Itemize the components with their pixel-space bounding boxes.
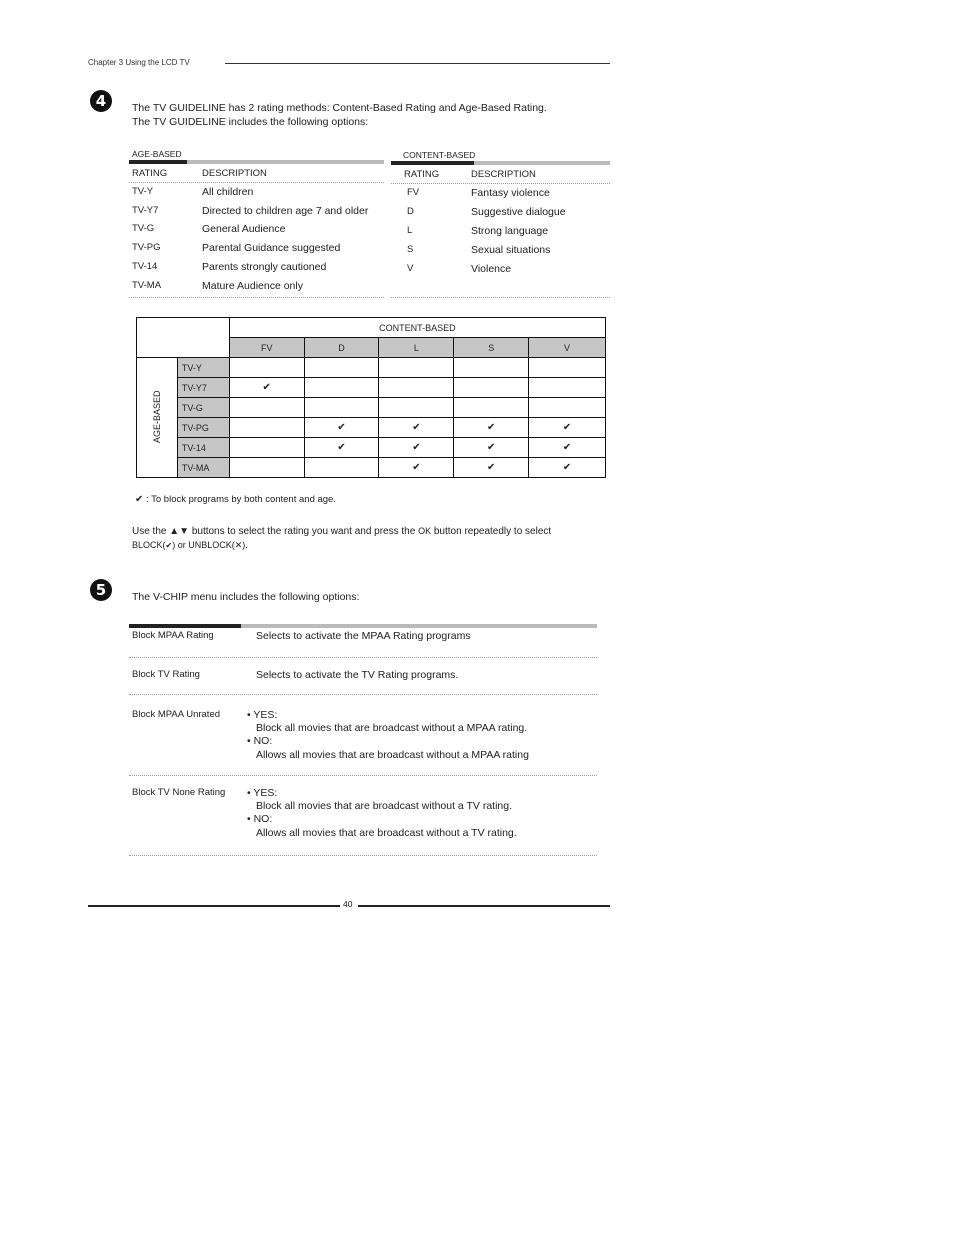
matrix-age-header: AGE-BASED: [151, 389, 162, 443]
matrix-cell: [529, 418, 606, 438]
matrix-cell: [229, 418, 304, 438]
vchip-option-description-line: • NO:: [247, 813, 273, 826]
matrix-column-header: L: [379, 338, 454, 358]
content-col-rating: RATING: [404, 169, 440, 180]
matrix-cell: [454, 458, 529, 478]
instruction-text-a: Use the ▲▼ buttons to select the rating you want and press the: [132, 526, 419, 537]
age-description-cell: Parents strongly cautioned: [202, 260, 327, 273]
age-bottom-divider: [129, 297, 384, 298]
vchip-bar-grey: [241, 624, 597, 628]
footer-rule-left: [88, 905, 340, 907]
matrix-cell: [229, 358, 304, 378]
check-icon: ✔: [262, 382, 271, 393]
vchip-option-description-line: • YES:: [247, 709, 278, 721]
matrix-cell: [379, 418, 454, 438]
age-rating-cell: TV-G: [132, 223, 155, 235]
matrix-row-label: TV-Y: [177, 358, 229, 378]
matrix-corner: [137, 318, 230, 358]
matrix-row-label: TV-Y7: [177, 378, 229, 398]
step-5-badge: 5: [90, 579, 112, 601]
content-description-cell: Strong language: [471, 224, 549, 237]
matrix-cell: [454, 358, 529, 378]
matrix-column-header: D: [304, 338, 379, 358]
content-bottom-divider: [391, 297, 610, 298]
matrix-legend: [135, 494, 336, 505]
check-icon: ✔: [487, 442, 496, 453]
vchip-option-description-line: Selects to activate the TV Rating programs.: [256, 669, 459, 681]
content-rating-cell: L: [407, 224, 413, 236]
vchip-option-description-line: Block all movies that are broadcast without a TV rating.: [256, 800, 513, 813]
content-description-cell: Violence: [471, 262, 512, 275]
age-description-cell: All children: [202, 186, 254, 198]
matrix-column-header: V: [529, 338, 606, 358]
matrix-cell: [379, 438, 454, 458]
age-rating-cell: TV-Y7: [132, 204, 159, 216]
content-based-bar-dark: [391, 161, 474, 165]
matrix-row: [137, 358, 606, 378]
vchip-option-name: Block TV Rating: [132, 669, 200, 680]
matrix-cell: [454, 378, 529, 398]
rating-matrix: [136, 317, 606, 478]
matrix-content-header: CONTENT-BASED: [229, 318, 605, 338]
age-description-cell: Parental Guidance suggested: [202, 242, 341, 255]
matrix-row: [137, 398, 606, 418]
matrix-cell: [529, 458, 606, 478]
age-description-cell: General Audience: [202, 223, 286, 236]
matrix-cell: [454, 418, 529, 438]
matrix-cell: [379, 458, 454, 478]
header-rule: [225, 63, 610, 64]
matrix-cell: [529, 358, 606, 378]
check-icon: ✔: [412, 422, 421, 433]
content-based-bar-grey: [474, 161, 610, 165]
age-rating-cell: TV-Y: [132, 186, 154, 197]
age-description-cell: Mature Audience only: [202, 279, 303, 292]
matrix-cell: [304, 438, 379, 458]
vchip-option-name: Block MPAA Rating: [132, 630, 214, 641]
age-header-divider: [129, 182, 384, 183]
matrix-row: [137, 378, 606, 398]
age-rating-cell: TV-MA: [132, 279, 162, 291]
matrix-cell: [304, 358, 379, 378]
check-icon: ✔: [487, 462, 496, 473]
check-icon: ✔: [165, 541, 173, 550]
matrix-row-label: TV-14: [177, 438, 229, 458]
content-description-cell: Suggestive dialogue: [471, 205, 566, 218]
instruction-line2: [132, 540, 248, 551]
vchip-option-description-line: • YES:: [247, 787, 278, 799]
check-icon: ✔: [412, 442, 421, 453]
content-description-cell: Fantasy violence: [471, 187, 550, 199]
block-label: BLOCK(: [132, 540, 166, 550]
age-based-bar-dark: [129, 160, 187, 164]
vchip-option-name: Block TV None Rating: [132, 787, 226, 798]
check-icon: ✔: [562, 462, 572, 473]
age-col-description: DESCRIPTION: [202, 168, 267, 179]
section4-intro-line1: The TV GUIDELINE has 2 rating methods: Content-Based Rating and Age-Based Rating.: [132, 102, 547, 114]
matrix-cell: [304, 418, 379, 438]
content-rating-cell: V: [407, 262, 414, 274]
vchip-option-divider: [129, 694, 597, 695]
matrix-row-label: TV-PG: [177, 418, 229, 438]
check-icon: ✔: [487, 422, 496, 433]
instruction-text-b: button repeatedly to select: [431, 526, 552, 537]
content-rating-cell: S: [407, 243, 414, 255]
matrix-cell: [229, 398, 304, 418]
matrix-cell: [229, 458, 304, 478]
check-icon: ✔: [562, 422, 572, 433]
age-based-title: AGE-BASED: [132, 149, 182, 159]
vchip-option-description-line: • NO:: [247, 735, 273, 748]
content-description-cell: Sexual situations: [471, 243, 551, 256]
matrix-cell: [379, 398, 454, 418]
matrix-cell: [229, 438, 304, 458]
matrix-row: [137, 418, 606, 438]
check-icon: ✔: [337, 422, 346, 433]
vchip-option-description-line: Allows all movies that are broadcast without a MPAA rating: [256, 748, 529, 761]
footer-rule-right: [358, 905, 610, 907]
unblock-label: ) or UNBLOCK(: [172, 540, 235, 550]
vchip-option-divider: [129, 657, 597, 658]
matrix-column-header: S: [454, 338, 529, 358]
vchip-option-divider: [129, 775, 597, 776]
matrix-column-header: FV: [229, 338, 304, 358]
instruction-line1: [132, 526, 551, 537]
check-icon: ✔: [337, 442, 346, 453]
vchip-option-description-line: Block all movies that are broadcast without a MPAA rating.: [256, 722, 528, 735]
ok-button-label: OK: [418, 526, 432, 536]
cross-icon: ✕: [234, 541, 243, 551]
matrix-cell: [454, 438, 529, 458]
content-rating-cell: D: [407, 205, 414, 217]
content-rating-cell: FV: [407, 187, 420, 198]
matrix-age-header-cell: [137, 358, 178, 478]
check-icon: ✔: [412, 462, 421, 473]
matrix-cell: [304, 398, 379, 418]
matrix-row: [137, 438, 606, 458]
check-icon: ✔: [562, 442, 572, 453]
matrix-cell: [379, 358, 454, 378]
section4-intro-line2: The TV GUIDELINE includes the following options:: [132, 116, 369, 128]
vchip-option-name: Block MPAA Unrated: [132, 709, 221, 720]
matrix-row-label: TV-MA: [177, 458, 229, 478]
content-col-description: DESCRIPTION: [471, 169, 536, 180]
page-number: 40: [343, 899, 353, 909]
matrix-row: [137, 458, 606, 478]
vchip-bar-dark: [129, 624, 241, 628]
section5-intro: The V-CHIP menu includes the following options:: [132, 591, 360, 603]
matrix-row-label: TV-G: [177, 398, 229, 418]
matrix-cell: [229, 378, 304, 398]
step-4-badge: 4: [90, 90, 112, 112]
matrix-cell: [379, 378, 454, 398]
instruction-end: ).: [242, 540, 248, 550]
matrix-cell: [529, 378, 606, 398]
matrix-cell: [454, 398, 529, 418]
age-rating-cell: TV-14: [132, 260, 158, 272]
age-description-cell: Directed to children age 7 and older: [202, 204, 369, 217]
vchip-option-divider: [129, 855, 597, 856]
vchip-option-description-line: Selects to activate the MPAA Rating programs: [256, 630, 471, 642]
matrix-cell: [529, 438, 606, 458]
chapter-header: Chapter 3 Using the LCD TV: [88, 58, 190, 67]
legend-text: : To block programs by both content and age.: [146, 494, 336, 505]
check-icon: ✔: [135, 494, 144, 505]
vchip-option-description-line: Allows all movies that are broadcast without a TV rating.: [256, 826, 517, 839]
matrix-cell: [304, 378, 379, 398]
matrix-cell: [529, 398, 606, 418]
age-col-rating: RATING: [132, 168, 168, 179]
content-based-title: CONTENT-BASED: [403, 150, 476, 160]
age-rating-cell: TV-PG: [132, 242, 161, 254]
content-header-divider: [391, 183, 610, 184]
age-based-bar-grey: [187, 160, 384, 164]
matrix-cell: [304, 458, 379, 478]
